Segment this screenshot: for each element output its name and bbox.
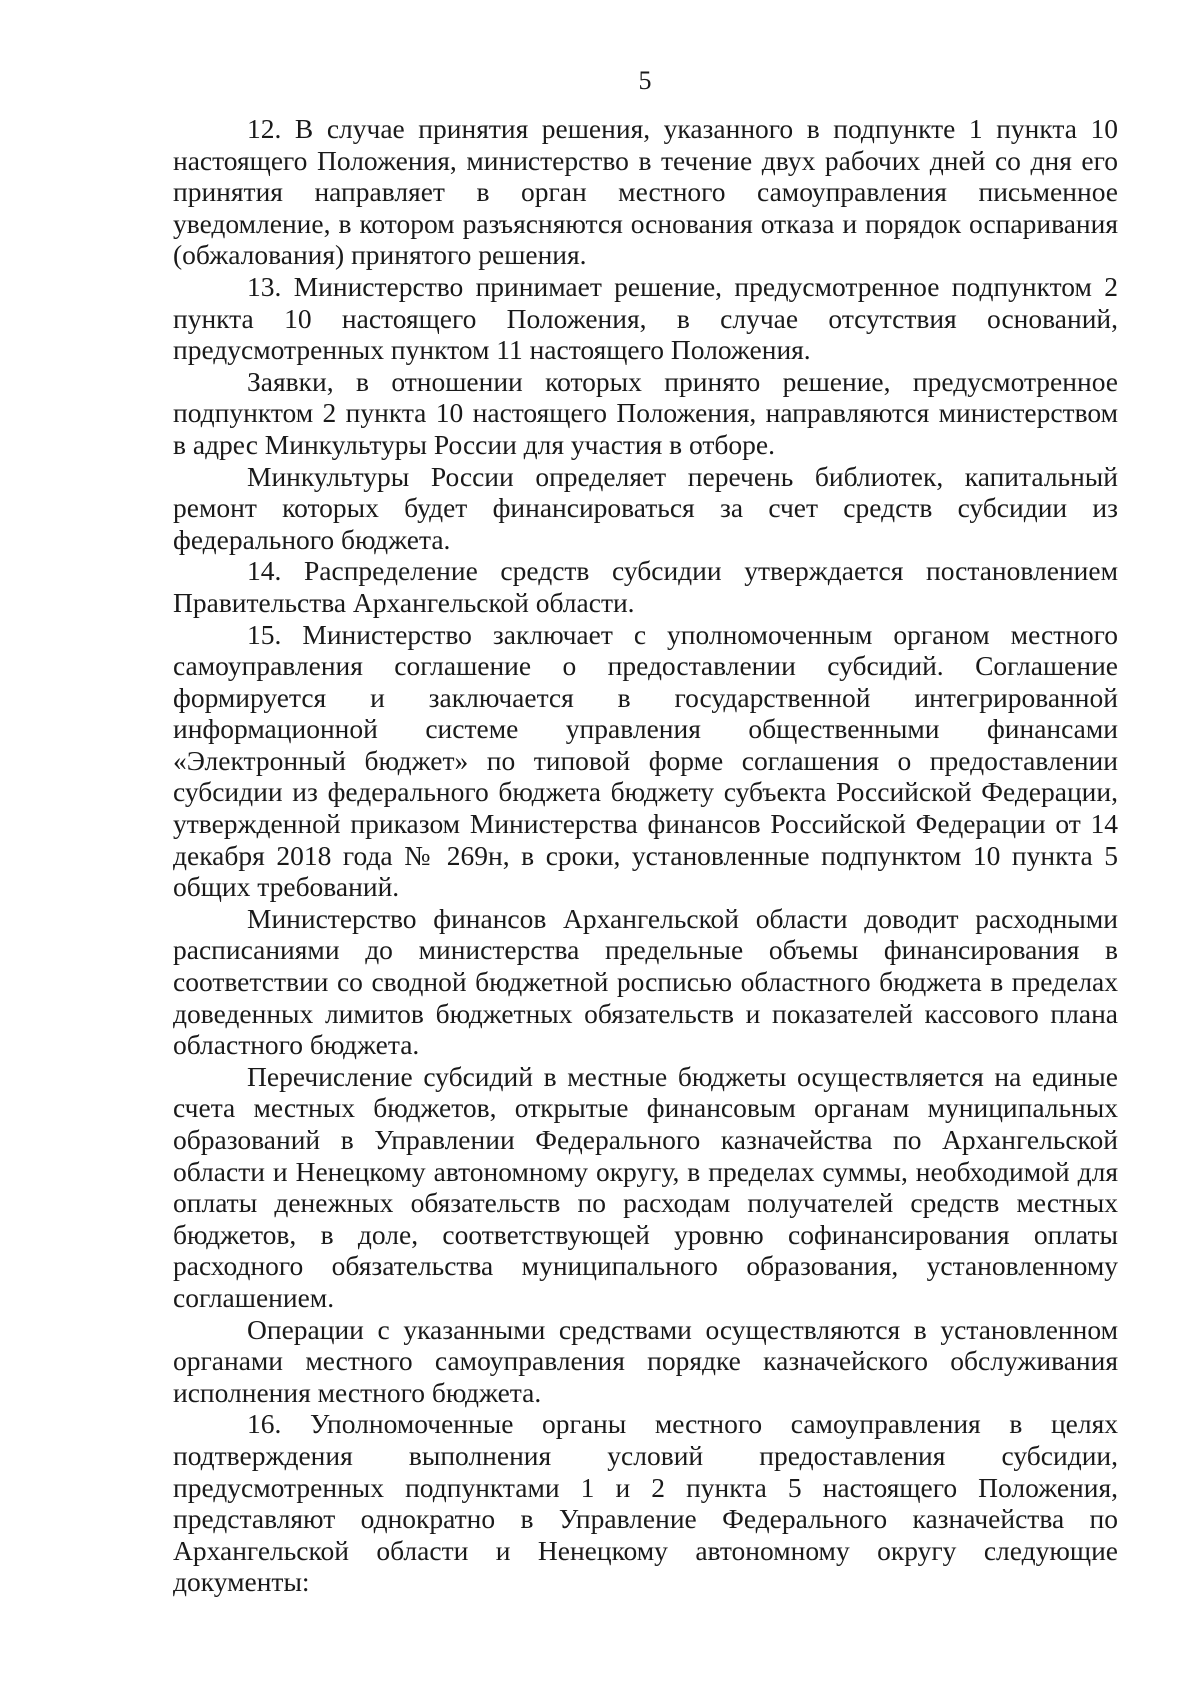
document-body (173, 113, 1118, 1598)
paragraph-15: 15. Министерство заключает с уполномоченным органом местного самоуправления соглашение о предоставлении субсидий. Соглашение формируется и заключается в государственной интегрированной информационной системе управления общественными финансами «Электронный бюджет» по типовой форме соглашения о предоставлении субсидии из федерального бюджета бюджету субъекта Российской Федерации, утвержденной приказом Министерства финансов Российской Федерации от 14 декабря 2018 года № 269н, в сроки, установленные подпунктом 10 пункта 5 общих требований. (173, 618, 1118, 903)
paragraph-15-transfer: Перечисление субсидий в местные бюджеты осуществляется на единые счета местных бюджетов, открытые финансовым органам муниципальных образований в Управлении Федерального казначейства по Архангельской области и Ненецкому автономному округу, в пределах суммы, необходимой для оплаты денежных обязательств по расходам получателей средств местных бюджетов, в доле, соответствующей уровню софинансирования оплаты расходного обязательства муниципального образования, установленному соглашением. (173, 1060, 1118, 1313)
paragraph-15-operations: Операции с указанными средствами осуществляются в установленном органами местного самоуправления порядке казначейского обслуживания исполнения местного бюджета. (173, 1313, 1118, 1408)
paragraph-16: 16. Уполномоченные органы местного самоуправления в целях подтверждения выполнения условий предоставления субсидии, предусмотренных подпунктами 1 и 2 пункта 5 настоящего Положения, представляют однократно в Управление Федерального казначейства по Архангельской области и Ненецкому автономному округу следующие документы: (173, 1408, 1118, 1598)
paragraph-13: 13. Министерство принимает решение, предусмотренное подпунктом 2 пункта 10 настоящего Положения, в случае отсутствия оснований, предусмотренных пунктом 11 настоящего Положения. (173, 270, 1118, 366)
paragraph-14: 14. Распределение средств субсидии утверждается постановлением Правительства Архангельской области. (173, 555, 1118, 618)
page-number: 5 (638, 66, 652, 95)
paragraph-13-library-list: Минкультуры России определяет перечень библиотек, капитальный ремонт которых будет финансироваться за счет средств субсидии из федерального бюджета. (173, 460, 1118, 555)
paragraph-13-applications: Заявки, в отношении которых принято решение, предусмотренное подпунктом 2 пункта 10 настоящего Положения, направляются министерством в адрес Минкультуры России для участия в отборе. (173, 365, 1118, 460)
paragraph-15-finance-ministry: Министерство финансов Архангельской области доводит расходными расписаниями до министерства предельные объемы финансирования в соответствии со сводной бюджетной росписью областного бюджета в пределах доведенных лимитов бюджетных обязательств и показателей кассового плана областного бюджета. (173, 902, 1118, 1061)
paragraph-12: 12. В случае принятия решения, указанного в подпункте 1 пункта 10 настоящего Положения, министерство в течение двух рабочих дней со дня его принятия направляет в орган местного самоуправления письменное уведомление, в котором разъясняются основания отказа и порядок оспаривания (обжалования) принятого решения. (173, 113, 1118, 271)
